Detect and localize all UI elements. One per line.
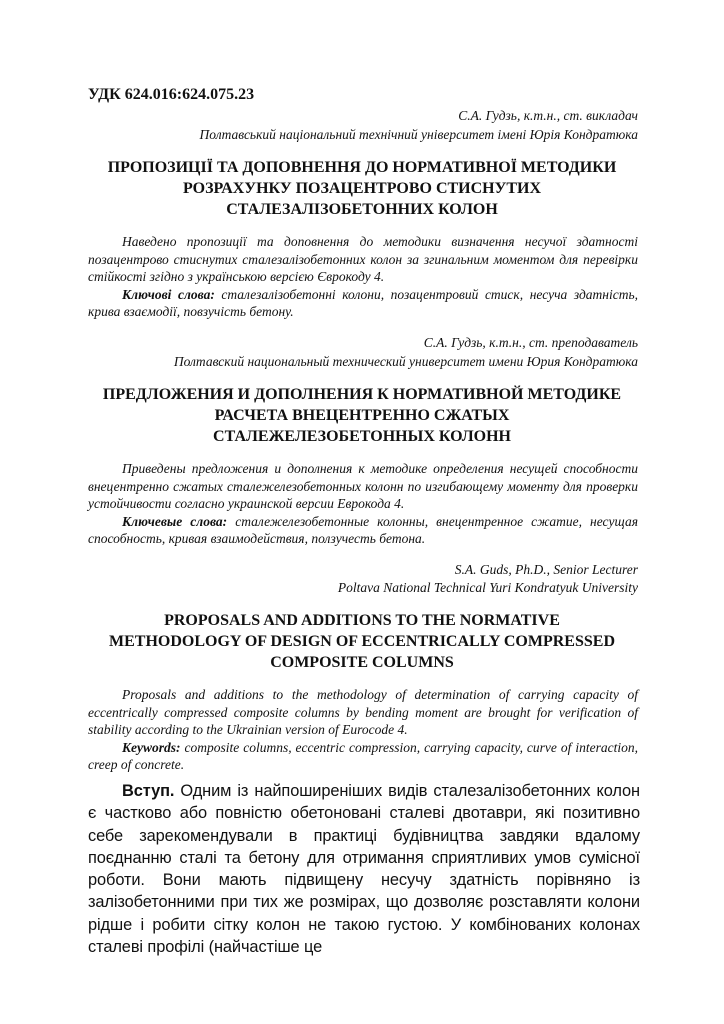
ua-abstract: Наведено пропозиції та доповнення до методики визначення несучої здатності позацентрово стиснутих сталезалізобетонних колон за згинальним моментом для перевірки стійкості згідно з українською версією Єврокоду 4. [88,234,638,284]
intro-label: Вступ. [122,782,175,800]
ua-title-line: СТАЛЕЗАЛІЗОБЕТОННИХ КОЛОН [226,201,498,218]
en-keywords-text: composite columns, eccentric compression, carrying capacity, curve of interaction, creep of concrete. [88,739,638,772]
ua-author: С.А. Гудзь, к.т.н., ст. викладач [458,108,638,123]
intro-section [88,780,640,958]
ru-title [80,384,644,447]
en-abstract-block [88,686,638,774]
ru-keywords-text: сталежелезобетонные колонны, внецентренное сжатие, несущая способность, кривая взаимодействия, ползучесть бетона. [88,513,639,546]
ru-abstract-block [88,460,638,548]
intro-text: Одним із найпоширеніших видів сталезалізобетонних колон є частково або повністю обетоновані сталеві двотаври, які позитивно себе зарекомендували в практиці будівництва завдяки вдалому поєднанню сталі та бетону для отримання сприятливих умов сумісної роботи. Вони мають підвищену несучу здатність порівняно із залізобетонними при тих же розмірах, що дозволяє розставляти колони рідше і робити сітку колон не такою густою. У комбінованих колонах сталеві профілі (найчастіше це [88,782,640,957]
en-author: S.A. Guds, Ph.D., Senior Lecturer [454,562,638,577]
intro-paragraph [88,780,640,958]
ua-keywords-text: сталезалізобетонні колони, позацентровий стиск, несуча здатність, крива взаємодії, повзучість бетону. [88,286,638,319]
udk-code: УДК 624.016:624.075.23 [88,86,255,103]
ru-author: С.А. Гудзь, к.т.н., ст. преподаватель [423,335,638,350]
ru-title-line: РАСЧЕТА ВНЕЦЕНТРЕННО СЖАТЫХ [214,407,510,424]
ru-affiliation: Полтавский национальный технический университет имени Юрия Кондратюка [173,354,638,369]
ru-title-line: ПРЕДЛОЖЕНИЯ И ДОПОЛНЕНИЯ К НОРМАТИВНОЙ МЕТОДИКЕ [102,386,622,403]
ua-keywords-label: Ключові слова: [122,286,215,302]
ua-abstract-block [88,233,638,321]
en-title-line: COMPOSITE COLUMNS [270,654,454,671]
ua-title [80,157,644,220]
ru-keywords [88,513,638,548]
en-abstract: Proposals and additions to the methodology of determination of carrying capacity of eccentrically compressed composite columns by bending moment are brought for verification of stability according to the Ukrainian version of Eurocode 4. [88,687,638,737]
ua-title-line: ПРОПОЗИЦІЇ ТА ДОПОВНЕННЯ ДО НОРМАТИВНОЇ МЕТОДИКИ [107,159,617,176]
en-title-line: PROPOSALS AND ADDITIONS TO THE NORMATIVE [164,612,560,629]
ru-title-line: СТАЛЕЖЕЛЕЗОБЕТОННЫХ КОЛОНН [213,428,511,445]
ua-keywords [88,286,638,321]
en-keywords-label: Keywords: [122,739,181,755]
ru-keywords-label: Ключевые слова: [122,513,228,529]
en-title [80,610,644,673]
en-affiliation: Poltava National Technical Yuri Kondratyuk University [337,580,638,595]
ru-abstract: Приведены предложения и дополнения к методике определения несущей способности внецентренно сжатых сталежелезобетонных колонн по изгибающему моменту для проверки устойчивости согласно украинской версии Еврокода 4. [88,461,638,511]
en-title-line: METHODOLOGY OF DESIGN OF ECCENTRICALLY COMPRESSED [109,633,615,650]
ua-title-line: РОЗРАХУНКУ ПОЗАЦЕНТРОВО СТИСНУТИХ [182,180,542,197]
en-keywords [88,739,638,774]
ua-affiliation: Полтавський національний технічний університет імені Юрія Кондратюка [199,127,638,142]
